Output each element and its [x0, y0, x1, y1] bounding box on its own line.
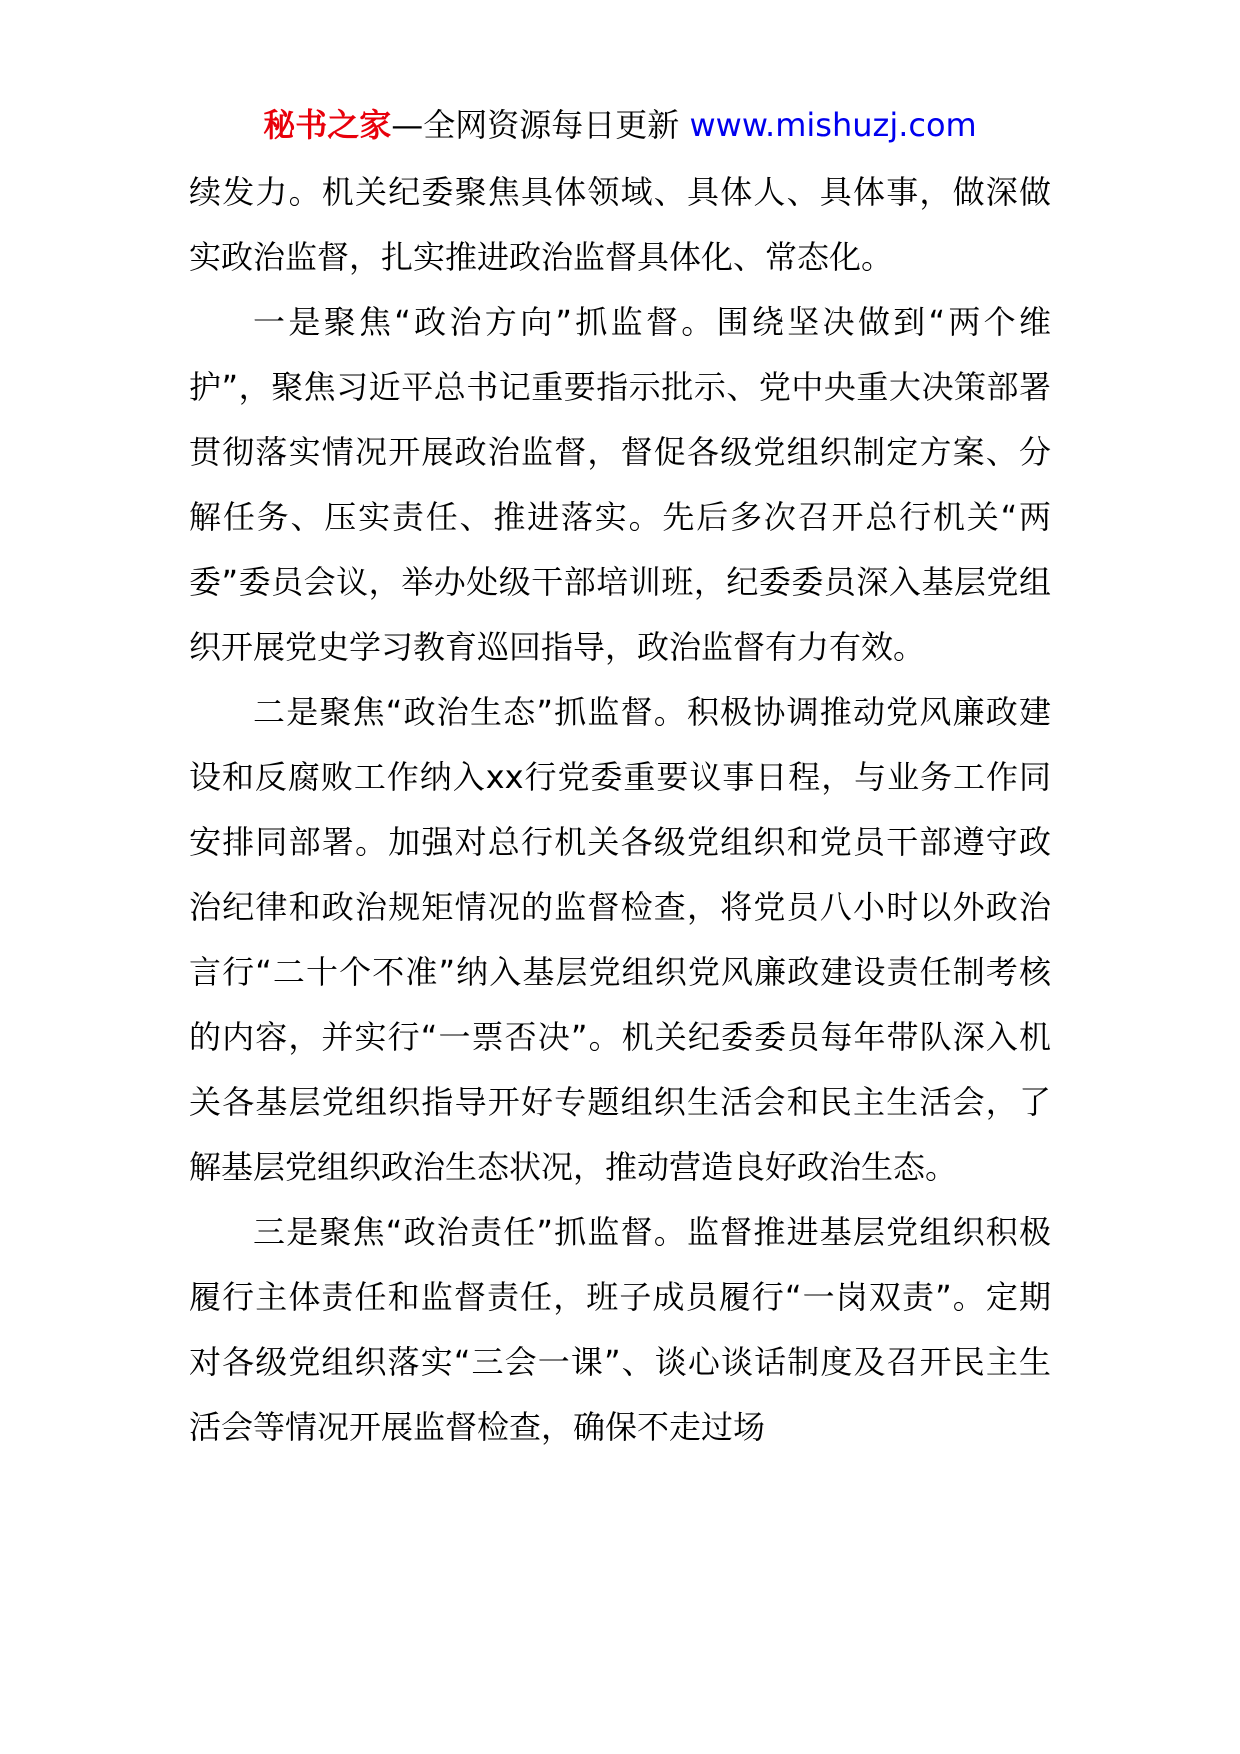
paragraph-political-direction: 一是聚焦“政治方向”抓监督。围绕坚决做到“两个维护”，聚焦习近平总书记重要指示批示、党中央重大决策部署贯彻落实情况开展政治监督，督促各级党组织制定方案、分解任务、压实责任、推进落实。先后多次召开总行机关“两委”委员会议，举办处级干部培训班，纪委委员深入基层党组织开展党史学习教育巡回指导，政治监督有力有效。 [189, 303, 1051, 666]
header-slogan: —全网资源每日更新 [391, 106, 690, 144]
brand-name: 秘书之家 [263, 106, 392, 144]
paragraph-continuation: 续发力。机关纪委聚焦具体领域、具体人、具体事，做深做实政治监督，扎实推进政治监督具体化、常态化。 [189, 173, 1051, 276]
paragraph-political-ecology: 二是聚焦“政治生态”抓监督。积极协调推动党风廉政建设和反腐败工作纳入xx行党委重要议事日程，与业务工作同安排同部署。加强对总行机关各级党组织和党员干部遵守政治纪律和政治规矩情况的监督检查，将党员八小时以外政治言行“二十个不准”纳入基层党组织党风廉政建设责任制考核的内容，并实行“一票否决”。机关纪委委员每年带队深入机关各基层党组织指导开好专题组织生活会和民主生活会，了解基层党组织政治生态状况，推动营造良好政治生态。 [189, 693, 1051, 1186]
paragraph-political-responsibility: 三是聚焦“政治责任”抓监督。监督推进基层党组织积极履行主体责任和监督责任，班子成员履行“一岗双责”。定期对各级党组织落实“三会一课”、谈心谈话制度及召开民主生活会等情况开展监督检查，确保不走过场 [189, 1213, 1051, 1446]
document-body [189, 160, 1051, 1460]
website-link[interactable]: www.mishuzj.com [689, 106, 977, 144]
site-header-watermark [0, 95, 1240, 155]
